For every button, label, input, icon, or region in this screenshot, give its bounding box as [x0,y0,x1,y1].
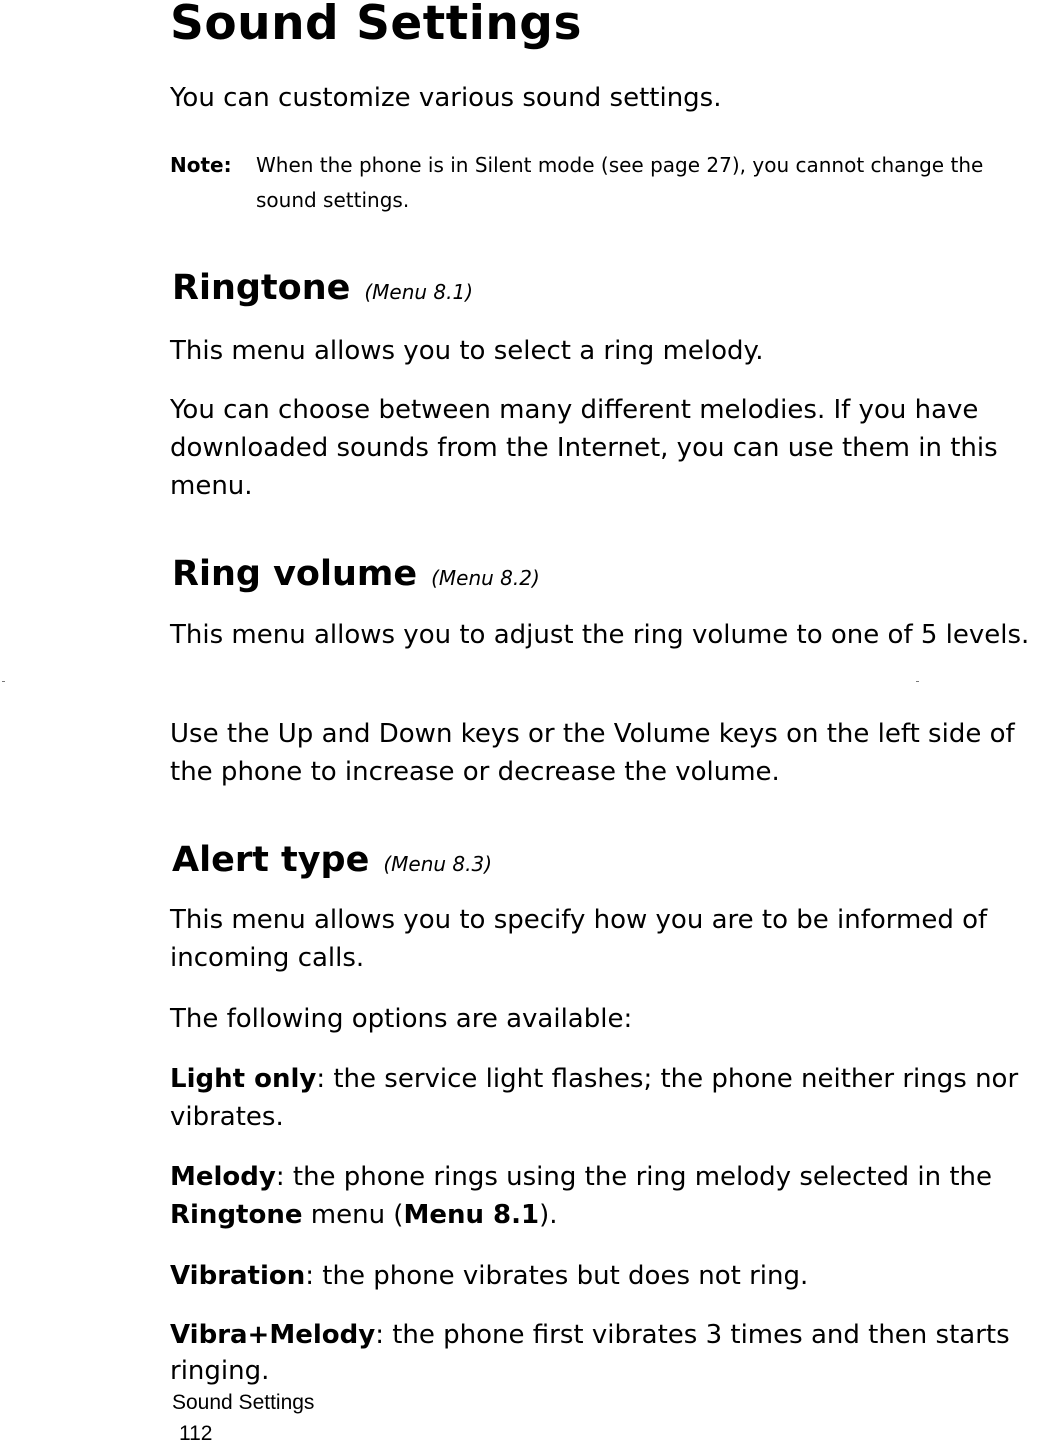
footer-section-name: Sound Settings [172,1391,315,1414]
option-light-only [170,1060,1050,1136]
scan-speck [916,681,919,682]
footer-page-number: 112 [179,1422,213,1445]
menu-number-reference: Menu 8.1 [403,1200,540,1230]
option-text: ). [539,1200,558,1230]
ring-volume-paragraph-1: This menu allows you to adjust the ring volume to one of 5 levels. [170,620,1030,650]
option-term: Light only [170,1064,317,1094]
ringtone-reference: Ringtone [170,1200,303,1230]
intro-paragraph: You can customize various sound settings. [170,83,722,113]
menu-reference: (Menu 8.3) [383,852,493,876]
option-term: Vibra+Melody [170,1320,376,1350]
section-heading-ring-volume [172,554,540,594]
section-heading-ringtone [172,268,473,308]
menu-reference: (Menu 8.1) [364,280,474,304]
alert-type-paragraph-1: This menu allows you to specify how you are to be informed of incoming calls. [170,905,988,973]
option-text: : the phone vibrates but does not ring. [305,1261,809,1291]
alert-type-paragraph-2: The following options are available: [170,1004,633,1034]
option-vibra-melody [170,1317,1050,1389]
section-heading-text: Ring volume [172,554,418,594]
option-term: Vibration [170,1261,306,1291]
ringtone-paragraph-1: This menu allows you to select a ring melody. [170,336,764,366]
note-label: Note: [170,153,232,177]
option-term: Melody [170,1162,276,1192]
ringtone-paragraph-2: You can choose between many different melodies. If you have downloaded sounds from the Internet, you can use them in this menu. [170,395,998,501]
option-text: menu ( [302,1200,404,1230]
note-text: When the phone is in Silent mode (see page 27), you cannot change the sound settings. [256,153,984,212]
menu-reference: (Menu 8.2) [431,566,540,590]
option-melody [170,1158,1050,1234]
section-heading-text: Ringtone [172,268,351,308]
section-heading-alert-type [172,840,492,880]
option-text: : the phone rings using the ring melody selected in the [275,1162,992,1192]
option-text: : the phone first vibrates 3 times and then starts ringing. [170,1320,1010,1386]
option-vibration [170,1257,1050,1295]
scan-speck [2,681,5,682]
page-title: Sound Settings [170,0,582,51]
section-heading-text: Alert type [172,840,370,880]
ring-volume-paragraph-2: Use the Up and Down keys or the Volume keys on the left side of the phone to increase or decrease the volume. [170,719,1015,787]
option-text: : the service light flashes; the phone neither rings nor vibrates. [170,1064,1019,1132]
